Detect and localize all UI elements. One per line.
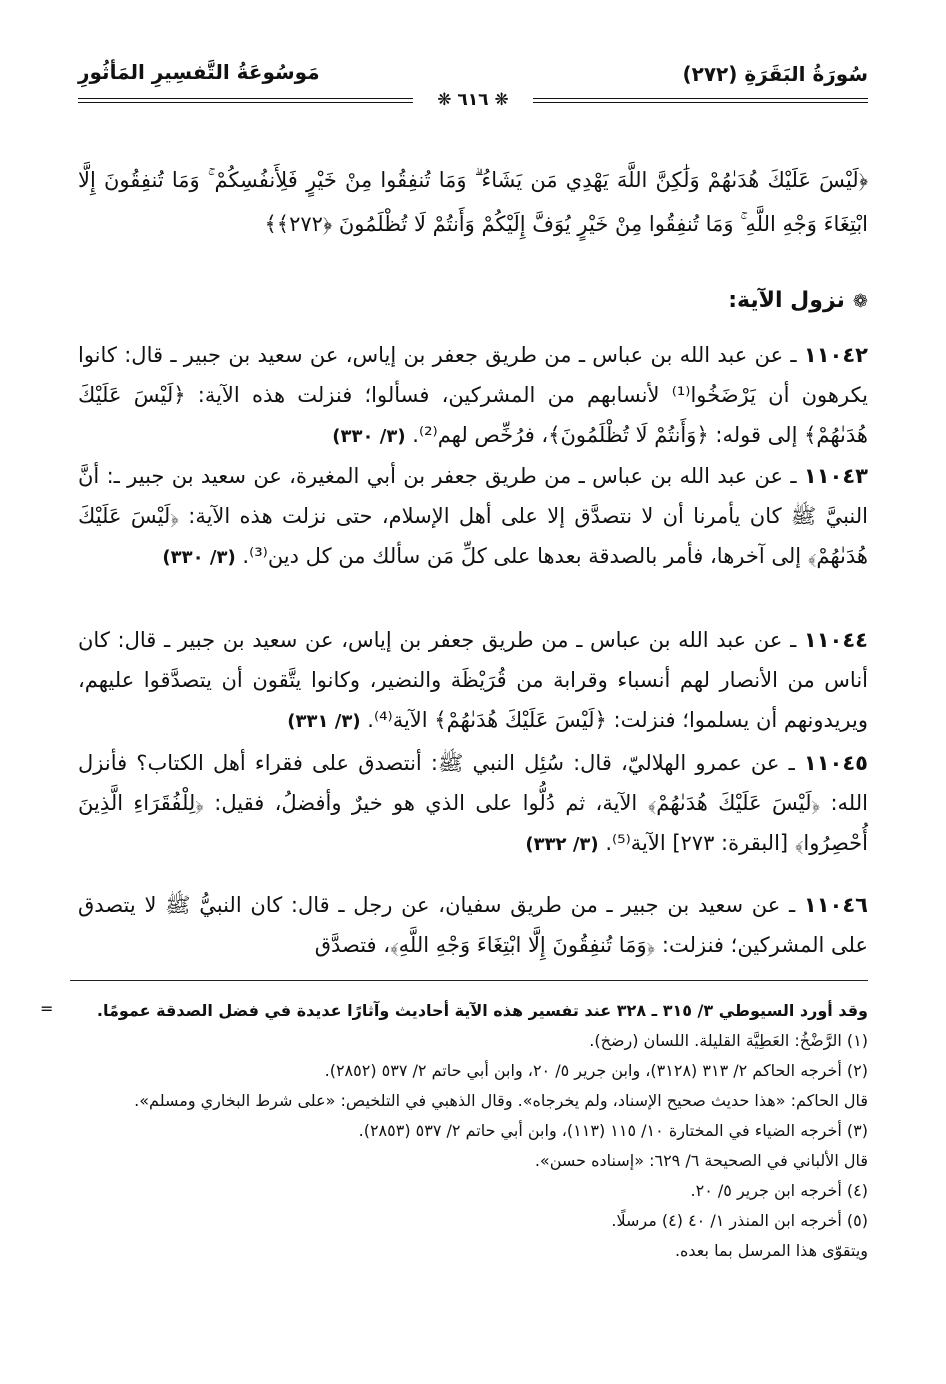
narration xyxy=(78,456,868,578)
narration-text: ـ عن عمرو الهلاليّ، قال: سُئِل النبي ﷺ: أنتصدق على فقراء أهل الكتاب؟ فأنزل الله: ﴿لَيْسَ عَلَيْكَ هُدَىٰهُمْ﴾ الآية، ثم دُلُّوا على الذي هو خيرٌ وأفضلُ، فقيل: ﴿لِلْفُقَرَاءِ الَّذِينَ أُحْصِرُوا﴾ [البقرة: ٢٧٣] الآية⁽⁵⁾. xyxy=(78,751,868,855)
narration-reference: (٣/ ٣٣١) xyxy=(287,711,361,732)
footnotes xyxy=(78,996,868,1266)
flower-icon: ❁ xyxy=(852,291,868,312)
footnote-rule xyxy=(70,980,868,981)
section-heading xyxy=(728,288,868,313)
narration-text: ـ عن سعيد بن جبير ـ من طريق سفيان، عن رجل ـ قال: كان النبيُّ ﷺ لا يتصدق على المشركين؛ فنزلت: ﴿وَمَا تُنفِقُونَ إِلَّا ابْتِغَاءَ وَجْهِ اللَّهِ﴾، فتصدَّق xyxy=(78,893,868,957)
narration xyxy=(78,885,868,965)
footnote: قال الحاكم: «هذا حديث صحيح الإسناد، ولم يخرجاه». وقال الذهبي في التلخيص: «على شرط البخاري ومسلم». xyxy=(134,1091,868,1110)
surah-header: سُورَةُ البَقَرَةِ (٢٧٢) xyxy=(682,62,868,86)
narration-number: ١١٠٤٤ xyxy=(803,628,868,652)
narration-text: ـ عن عبد الله بن عباس ـ من طريق جعفر بن أبي المغيرة، عن سعيد بن جبير ـ: أنَّ النبيَّ ﷺ كان يأمرنا أن لا نتصدَّق إلا على أهل الإسلام، حتى نزلت هذه الآية: ﴿لَيْسَ عَلَيْكَ هُدَىٰهُمْ﴾ إلى آخرها، فأمر بالصدقة بعدها على كلِّ مَن سألك من كل دين⁽³⁾. xyxy=(78,464,868,568)
narration-reference: (٣/ ٣٣٢) xyxy=(525,834,599,855)
page-number-text: ٦١٦ xyxy=(457,90,489,110)
ornament-left-icon: ❋ xyxy=(488,90,509,110)
narration-reference: (٣/ ٣٣٠) xyxy=(332,426,406,447)
narration-text: ـ عن عبد الله بن عباس ـ من طريق جعفر بن إياس، عن سعيد بن جبير ـ قال: كان أناس من الأنصار لهم أنسباء وقرابة من قُرَيْظَة والنضير، وكانوا يتَّقون أن يتصدَّقوا عليهم، ويريدونهم أن يسلموا؛ فنزلت: ﴿لَيْسَ عَلَيْكَ هُدَىٰهُمْ﴾ الآية⁽⁴⁾. xyxy=(78,628,868,732)
page-number xyxy=(413,90,533,110)
footnote: (٤) أخرجه ابن جرير ٥/ ٢٠. xyxy=(690,1181,868,1200)
footnote-continuation: وقد أورد السيوطي ٣/ ٣١٥ ـ ٣٢٨ عند تفسير هذه الآية أحاديث وآثارًا عديدة في فضل الصدقة عمومًا. xyxy=(96,1001,868,1020)
section-heading-text: نزول الآية: xyxy=(728,288,845,313)
narration xyxy=(78,743,868,865)
footnote: (٥) أخرجه ابن المنذر ١/ ٤٠ (٤) مرسلًا. xyxy=(611,1211,868,1230)
footnote: (١) الرَّضْخُ: العَطِيَّة القليلة. اللسان (رضخ). xyxy=(589,1031,868,1050)
continuation-mark: = xyxy=(40,999,54,1018)
footnote: (٢) أخرجه الحاكم ٢/ ٣١٣ (٣١٢٨)، وابن جرير ٥/ ٢٠، وابن أبي حاتم ٢/ ٥٣٧ (٢٨٥٢). xyxy=(324,1061,868,1080)
narration-text: ـ عن عبد الله بن عباس ـ من طريق جعفر بن إياس، عن سعيد بن جبير ـ قال: كانوا يكرهون أن يَرْضَخُوا⁽¹⁾ لأنسابهم من المشركين، فسألوا؛ فنزلت هذه الآية: ﴿لَيْسَ عَلَيْكَ هُدَىٰهُمْ﴾ إلى قوله: ﴿وَأَنتُمْ لَا تُظْلَمُونَ﴾، فرُخِّص لهم⁽²⁾. xyxy=(78,343,869,447)
ornament-right-icon: ❋ xyxy=(437,90,458,110)
footnote: ويتقوّى هذا المرسل بما بعده. xyxy=(674,1241,868,1260)
narration-number: ١١٠٤٦ xyxy=(803,893,868,917)
footnote: (٣) أخرجه الضياء في المختارة ١٠/ ١١٥ (١١٣)، وابن أبي حاتم ٢/ ٥٣٧ (٢٨٥٣). xyxy=(358,1121,868,1140)
narration-number: ١١٠٤٥ xyxy=(803,751,868,775)
book-title: مَوسُوعَةُ التَّفسِيرِ المَأثُورِ xyxy=(78,60,320,84)
quran-verse: ﴿لَيْسَ عَلَيْكَ هُدَىٰهُمْ وَلَٰكِنَّ اللَّهَ يَهْدِي مَن يَشَاءُ ۗ وَمَا تُنفِقُوا مِنْ خَيْرٍ فَلِأَنفُسِكُمْ ۚ وَمَا تُنفِقُونَ إِلَّا ابْتِغَاءَ وَجْهِ اللَّهِ ۚ وَمَا تُنفِقُوا مِنْ خَيْرٍ يُوَفَّ إِلَيْكُمْ وَأَنتُمْ لَا تُظْلَمُونَ ﴿٢٧٢﴾﴾ xyxy=(78,168,868,236)
narration-number: ١١٠٤٣ xyxy=(803,464,868,488)
narration xyxy=(78,620,868,742)
narration xyxy=(78,335,868,457)
narration-reference: (٣/ ٣٣٠) xyxy=(162,547,236,568)
footnote: قال الألباني في الصحيحة ٦/ ٦٢٩: «إسناده حسن». xyxy=(534,1151,868,1170)
narration-number: ١١٠٤٢ xyxy=(803,343,868,367)
